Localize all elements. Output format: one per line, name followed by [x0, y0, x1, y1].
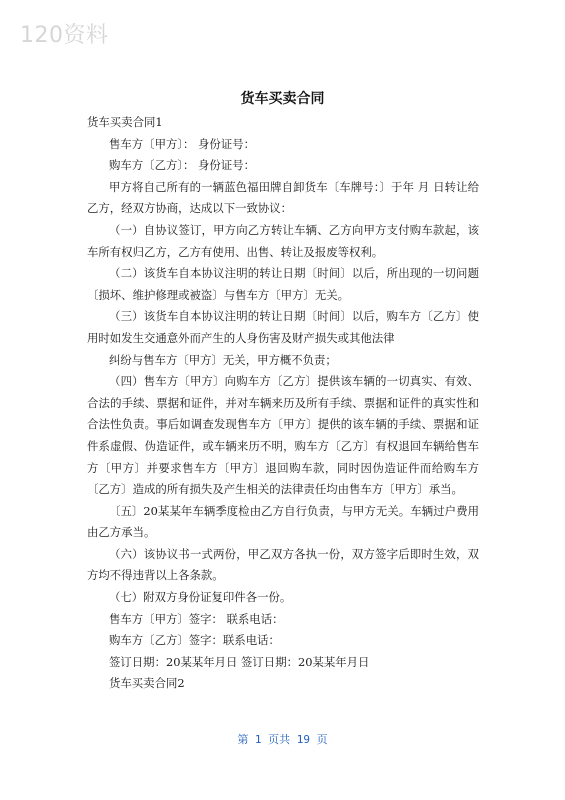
paragraph: 签订日期：20某某年月日 签订日期：20某某年月日 [109, 654, 370, 669]
paragraph: （六）该协议书一式两份，甲乙双方各执一份，双方签字后即时生效，双方均不得违背以上各条款。 [87, 546, 479, 583]
paragraph: （七）附双方身份证复印件各一份。 [109, 590, 292, 605]
paragraph: 纠纷与售车方〔甲方〕无关，甲方概不负责； [109, 352, 337, 367]
paragraph: 〔五〕20某某年车辆季度检由乙方自行负责，与甲方无关。车辆过户费用由乙方承当。 [87, 503, 479, 540]
document-body [87, 112, 479, 695]
paragraph: （二）该货车自本协议注明的转让日期〔时间〕以后，所出现的一切问题〔损坏、维护修理或被盗〕与售车方〔甲方〕无关。 [87, 266, 479, 302]
watermark-logo: 120资料 [20, 23, 109, 48]
paragraph: 售车方〔甲方〕： 身份证号： [109, 136, 255, 151]
paragraph: （四）售车方〔甲方〕向购车方〔乙方〕提供该车辆的一切真实、有效、合法的手续、票据和证件，并对车辆来历及所有手续、票据和证件的真实性和合法性负责。事后如调查发现售车方〔甲方〕提供的该车辆的手续、票据和证件系虚假、伪造证件，或车辆来历不明，购车方〔乙方〕有权退回车辆给售车方〔甲方〕并要求售车方〔甲方〕退回购车款，同时因伪造证件而给购车方〔乙方〕造成的所有损失及产生相关的法律责任均由售车方〔甲方〕承当。 [87, 374, 479, 497]
paragraph: 购车方〔乙方〕： 身份证号： [109, 158, 255, 173]
paragraph: 货车买卖合同1 [87, 115, 163, 129]
paragraph: （一）自协议签订，甲方向乙方转让车辆、乙方向甲方支付购车款起，该车所有权归乙方，乙方有使用、出售、转让及报废等权利。 [87, 222, 479, 259]
paragraph: （三）该货车自本协议注明的转让日期〔时间〕以后，购车方〔乙方〕使用时如发生交通意外而产生的人身伤害及财产损失或其他法律 [87, 309, 479, 345]
document-title: 货车买卖合同 [240, 91, 325, 107]
paragraph: 售车方〔甲方〕签字： 联系电话： [109, 611, 284, 626]
paragraph: 货车买卖合同2 [109, 676, 185, 691]
paragraph: 甲方将自己所有的一辆蓝色福田牌自卸货车〔车牌号：〕于年 月 日转让给乙方，经双方协商，达成以下一致协议： [87, 179, 479, 216]
paragraph: 购车方〔乙方〕签字：联系电话： [109, 633, 280, 648]
page-number: 第 1 页共 19 页 [237, 733, 328, 746]
